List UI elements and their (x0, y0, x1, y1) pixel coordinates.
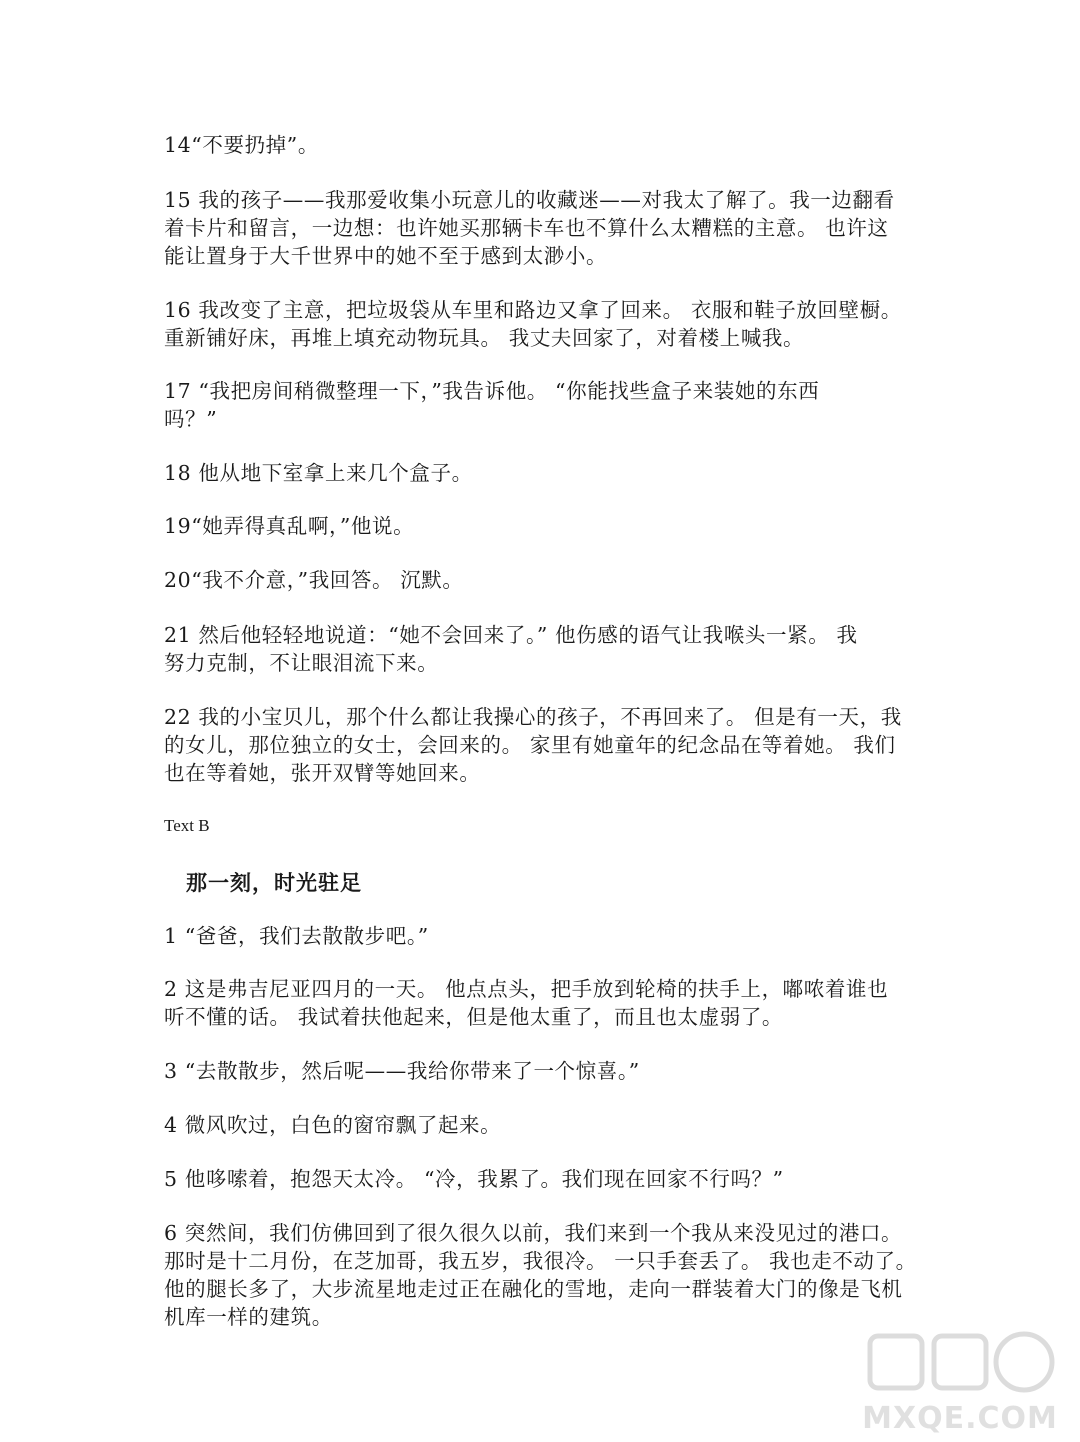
section-label: Text B (164, 816, 210, 835)
text-b-paragraph-3: 3 “去散散步，然后呢——我给你带来了一个惊喜。” (164, 1059, 640, 1083)
text-b-paragraph-1: 1 “爸爸，我们去散散步吧。” (164, 924, 429, 948)
paragraph-20: 20“我不介意，”我回答。 沉默。 (164, 568, 464, 592)
text-b-paragraph-6: 6 突然间，我们仿佛回到了很久很久以前，我们来到一个我从来没见过的港口。 那时是十二月份，在芝加哥，我五岁，我很冷。 一只手套丢了。 我也走不动了。 他的腿长多了，大步流星地走过正在融化的雪地，走向一群装着大门的像是飞机 机库一样的建筑。 (164, 1221, 917, 1329)
text-b-paragraph-4: 4 微风吹过，白色的窗帘飘了起来。 (164, 1113, 502, 1137)
paragraph-16: 16 我改变了主意，把垃圾袋从车里和路边又拿了回来。 衣服和鞋子放回壁橱。 重新铺好床，再堆上填充动物玩具。 我丈夫回家了，对着楼上喊我。 (164, 298, 902, 350)
paragraph-21: 21 然后他轻轻地说道：“她不会回来了。” 他伤感的语气让我喉头一紧。 我 努力克制，不让眼泪流下来。 (164, 623, 858, 675)
watermark-text: MXQE.COM (862, 1401, 1058, 1436)
section-title: 那一刻，时光驻足 (186, 870, 362, 895)
paragraph-22: 22 我的小宝贝儿，那个什么都让我操心的孩子，不再回来了。 但是有一天，我 的女儿，那位独立的女士，会回来的。 家里有她童年的纪念品在等着她。 我们 也在等着她，张开双臂等她回来。 (164, 705, 902, 785)
watermark-logo-icon (860, 1326, 1060, 1406)
paragraph-14: 14“不要扔掉”。 (164, 133, 319, 157)
text-b-paragraph-5: 5 他哆嗦着，抱怨天太冷。 “冷，我累了。我们现在回家不行吗？” (164, 1167, 784, 1191)
paragraph-18: 18 他从地下室拿上来几个盒子。 (164, 461, 473, 485)
paragraph-17: 17 “我把房间稍微整理一下，”我告诉他。 “你能找些盒子来装她的东西 吗？” (164, 379, 820, 431)
watermark (860, 1326, 1060, 1436)
paragraph-19: 19“她弄得真乱啊，”他说。 (164, 514, 415, 538)
text-b-paragraph-2: 2 这是弗吉尼亚四月的一天。 他点点头，把手放到轮椅的扶手上，嘟哝着谁也 听不懂的话。 我试着扶他起来，但是他太重了，而且也太虚弱了。 (164, 977, 889, 1029)
paragraph-15: 15 我的孩子——我那爱收集小玩意儿的收藏迷——对我太了解了。我一边翻看 着卡片和留言，一边想：也许她买那辆卡车也不算什么太糟糕的主意。 也许这 能让置身于大千世界中的她不至于感到太渺小。 (164, 188, 895, 268)
